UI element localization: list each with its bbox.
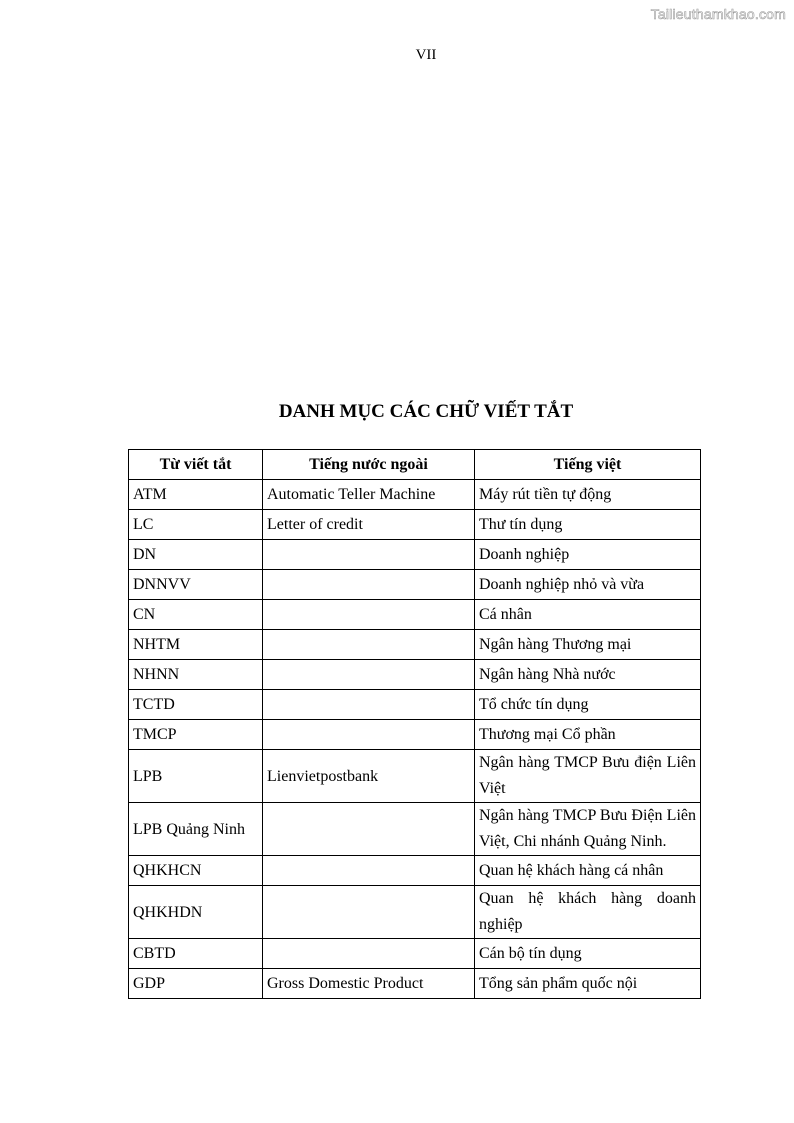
foreign-term-cell: Automatic Teller Machine <box>263 480 475 510</box>
foreign-term-cell <box>263 803 475 856</box>
vietnamese-term-cell: Máy rút tiền tự động <box>475 480 701 510</box>
abbreviations-table <box>128 449 701 999</box>
table-row <box>129 600 701 630</box>
table-header <box>129 450 701 480</box>
table-row <box>129 803 701 856</box>
table-row <box>129 690 701 720</box>
abbreviation-cell: NHTM <box>129 630 263 660</box>
abbreviation-cell: LPB <box>129 750 263 803</box>
abbreviation-cell: LPB Quảng Ninh <box>129 803 263 856</box>
header-abbreviation: Từ viết tắt <box>129 450 263 480</box>
table-row <box>129 886 701 939</box>
abbreviation-cell: TMCP <box>129 720 263 750</box>
table-row <box>129 720 701 750</box>
table-row <box>129 969 701 999</box>
abbreviation-cell: TCTD <box>129 690 263 720</box>
abbreviation-cell: DN <box>129 540 263 570</box>
vietnamese-term-cell: Doanh nghiệp nhỏ và vừa <box>475 570 701 600</box>
page-number: VII <box>415 47 437 63</box>
table-body <box>129 480 701 999</box>
vietnamese-term-cell: Ngân hàng Thương mại <box>475 630 701 660</box>
abbreviation-cell: GDP <box>129 969 263 999</box>
vietnamese-term-cell: Ngân hàng TMCP Bưu điện Liên Việt <box>475 750 701 803</box>
table-row <box>129 510 701 540</box>
header-foreign-term: Tiếng nước ngoài <box>263 450 475 480</box>
vietnamese-term-cell: Quan hệ khách hàng doanh nghiệp <box>475 886 701 939</box>
abbreviation-cell: QHKHCN <box>129 856 263 886</box>
table-header-row <box>129 450 701 480</box>
table-row <box>129 660 701 690</box>
watermark-text: Tailieuthamkhao.com <box>650 6 786 22</box>
foreign-term-cell <box>263 570 475 600</box>
table-row <box>129 630 701 660</box>
abbreviation-cell: QHKHDN <box>129 886 263 939</box>
abbreviation-cell: NHNN <box>129 660 263 690</box>
abbreviation-cell: CBTD <box>129 939 263 969</box>
vietnamese-term-cell: Ngân hàng Nhà nước <box>475 660 701 690</box>
abbreviation-cell: LC <box>129 510 263 540</box>
foreign-term-cell <box>263 630 475 660</box>
foreign-term-cell <box>263 886 475 939</box>
vietnamese-term-cell: Quan hệ khách hàng cá nhân <box>475 856 701 886</box>
vietnamese-term-cell: Doanh nghiệp <box>475 540 701 570</box>
abbreviation-cell: ATM <box>129 480 263 510</box>
foreign-term-cell <box>263 690 475 720</box>
foreign-term-cell <box>263 660 475 690</box>
header-vietnamese-term: Tiếng việt <box>475 450 701 480</box>
vietnamese-term-cell: Tổng sản phẩm quốc nội <box>475 969 701 999</box>
foreign-term-cell <box>263 600 475 630</box>
table-row <box>129 540 701 570</box>
table-row <box>129 750 701 803</box>
table-row <box>129 939 701 969</box>
vietnamese-term-cell: Thương mại Cổ phần <box>475 720 701 750</box>
document-title: DANH MỤC CÁC CHỮ VIẾT TẮT <box>278 401 574 422</box>
foreign-term-cell <box>263 939 475 969</box>
abbreviation-cell: CN <box>129 600 263 630</box>
foreign-term-cell: Lienvietpostbank <box>263 750 475 803</box>
foreign-term-cell: Gross Domestic Product <box>263 969 475 999</box>
foreign-term-cell <box>263 856 475 886</box>
vietnamese-term-cell: Thư tín dụng <box>475 510 701 540</box>
foreign-term-cell <box>263 720 475 750</box>
vietnamese-term-cell: Cá nhân <box>475 600 701 630</box>
table-row <box>129 480 701 510</box>
table-row <box>129 856 701 886</box>
vietnamese-term-cell: Ngân hàng TMCP Bưu Điện Liên Việt, Chi nhánh Quảng Ninh. <box>475 803 701 856</box>
abbreviation-cell: DNNVV <box>129 570 263 600</box>
vietnamese-term-cell: Tổ chức tín dụng <box>475 690 701 720</box>
foreign-term-cell: Letter of credit <box>263 510 475 540</box>
vietnamese-term-cell: Cán bộ tín dụng <box>475 939 701 969</box>
foreign-term-cell <box>263 540 475 570</box>
table-row <box>129 570 701 600</box>
